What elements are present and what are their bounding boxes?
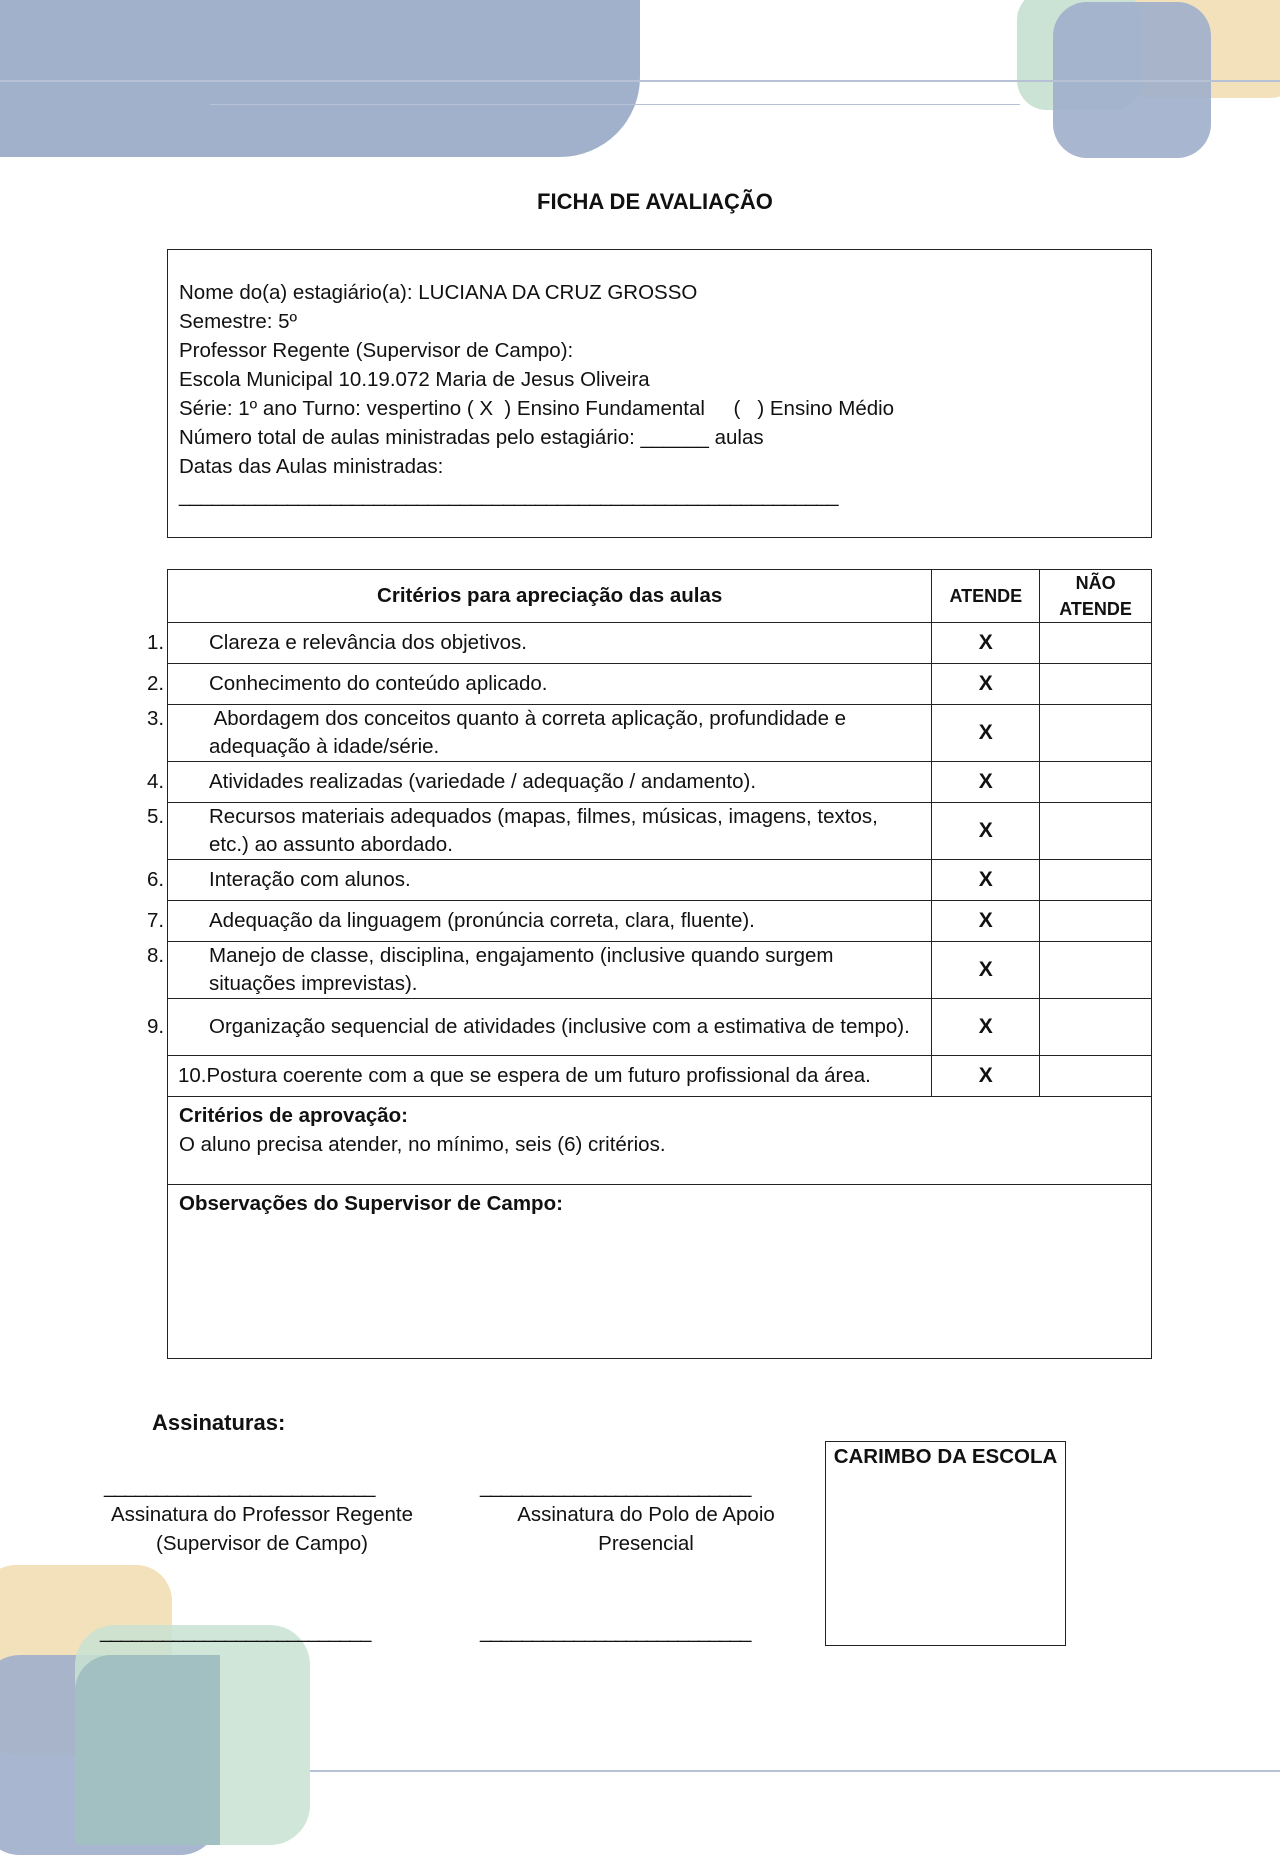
- info-student-name: Nome do(a) estagiário(a): LUCIANA DA CRUZ GROSSO: [179, 281, 698, 304]
- criterion-text: [147, 762, 932, 803]
- criterion-text: [147, 999, 932, 1056]
- table-row: [168, 762, 1152, 803]
- meets-checkbox[interactable]: X: [932, 623, 1040, 664]
- student-info-box: [167, 249, 1152, 538]
- criterion-number: 2.: [147, 672, 165, 695]
- criterion-text: [147, 803, 932, 860]
- observations-title: Observações do Supervisor de Campo:: [179, 1192, 563, 1215]
- criterion-number: 10.: [178, 1064, 207, 1087]
- meets-checkbox[interactable]: X: [932, 762, 1040, 803]
- criteria-table: [147, 569, 1152, 1359]
- page-title: FICHA DE AVALIAÇÃO: [537, 189, 773, 214]
- meets-checkbox[interactable]: X: [932, 999, 1040, 1056]
- polo-caption-line2: Presencial: [598, 1532, 694, 1555]
- info-semester: Semestre: 5º: [179, 310, 298, 333]
- meets-checkbox[interactable]: X: [932, 705, 1040, 762]
- extra-signature-line-right[interactable]: __________________________: [480, 1620, 751, 1643]
- table-row: [168, 1056, 1152, 1097]
- criterion-number: 8.: [147, 944, 165, 967]
- info-lesson-dates: Datas das Aulas ministradas:: [179, 455, 444, 478]
- info-school: Escola Municipal 10.19.072 Maria de Jesus Oliveira: [179, 368, 650, 391]
- table-row: [168, 999, 1152, 1056]
- meets-checkbox[interactable]: X: [932, 1056, 1040, 1097]
- stamp-label: CARIMBO DA ESCOLA: [833, 1445, 1058, 1468]
- decor-shape-teal-bottom-left: [75, 1655, 220, 1845]
- table-row: [168, 623, 1152, 664]
- info-supervisor: Professor Regente (Supervisor de Campo):: [179, 339, 574, 362]
- approval-criteria-text: O aluno precisa atender, no mínimo, seis (6) critérios.: [179, 1133, 666, 1156]
- not-meets-checkbox[interactable]: [1040, 860, 1152, 901]
- signatures-title: Assinaturas:: [152, 1410, 286, 1435]
- decor-line-top-secondary: [210, 104, 1020, 105]
- criterion-text: [147, 942, 932, 999]
- info-grade-shift: Série: 1º ano Turno: vespertino ( X ) Ensino Fundamental ( ) Ensino Médio: [179, 397, 895, 420]
- meets-checkbox[interactable]: X: [932, 664, 1040, 705]
- approval-criteria-row: [168, 1097, 1152, 1185]
- meets-checkbox[interactable]: X: [932, 901, 1040, 942]
- criterion-number: 5.: [147, 805, 165, 828]
- approval-criteria-title: Critérios de aprovação:: [179, 1104, 408, 1127]
- criterion-number: 6.: [147, 868, 165, 891]
- not-meets-checkbox[interactable]: [1040, 705, 1152, 762]
- table-row: [168, 860, 1152, 901]
- meets-checkbox[interactable]: X: [932, 803, 1040, 860]
- header-not-meets-line1: NÃO: [1075, 573, 1116, 593]
- criterion-number: 7.: [147, 909, 165, 932]
- criterion-label: Clareza e relevância dos objetivos.: [209, 631, 527, 654]
- observations-field[interactable]: [168, 1185, 1152, 1359]
- criterion-label: Postura coerente com a que se espera de um futuro profissional da área.: [206, 1064, 871, 1087]
- meets-checkbox[interactable]: X: [932, 942, 1040, 999]
- table-row: [168, 803, 1152, 860]
- school-stamp-box: [825, 1441, 1066, 1646]
- decor-line-bottom: [310, 1770, 1280, 1772]
- criterion-text: [147, 705, 932, 762]
- criterion-label: Manejo de classe, disciplina, engajamento (inclusive quando surgem situações imprevistas).: [209, 944, 834, 995]
- header-meets: ATENDE: [932, 570, 1040, 623]
- header-not-meets-line2: ATENDE: [1059, 599, 1132, 619]
- polo-caption-line1: Assinatura do Polo de Apoio: [517, 1503, 775, 1526]
- criterion-text: [147, 623, 932, 664]
- teacher-caption-line2: (Supervisor de Campo): [156, 1532, 368, 1555]
- decor-shape-blue-top-left: [0, 0, 640, 157]
- polo-signature-caption: [476, 1500, 816, 1558]
- meets-checkbox[interactable]: X: [932, 860, 1040, 901]
- info-total-lessons: Número total de aulas ministradas pelo estagiário: ______ aulas: [179, 426, 764, 449]
- criterion-label: Adequação da linguagem (pronúncia correta, clara, fluente).: [209, 909, 755, 932]
- not-meets-checkbox[interactable]: [1040, 1056, 1152, 1097]
- criterion-number: 3.: [147, 707, 165, 730]
- decor-line-top: [0, 80, 1280, 82]
- table-header-row: [168, 570, 1152, 623]
- teacher-caption-line1: Assinatura do Professor Regente: [111, 1503, 413, 1526]
- extra-signature-line-left[interactable]: __________________________: [100, 1620, 371, 1643]
- approval-criteria-cell: [168, 1097, 1152, 1185]
- not-meets-checkbox[interactable]: [1040, 999, 1152, 1056]
- polo-signature-line[interactable]: __________________________: [480, 1475, 751, 1498]
- header-criteria: Critérios para apreciação das aulas: [168, 570, 932, 623]
- criterion-label: Organização sequencial de atividades (inclusive com a estimativa de tempo).: [209, 1015, 910, 1038]
- criterion-label: Abordagem dos conceitos quanto à correta aplicação, profundidade e adequação à idade/série.: [209, 707, 847, 758]
- not-meets-checkbox[interactable]: [1040, 623, 1152, 664]
- criterion-number: 4.: [147, 770, 165, 793]
- criterion-text: [147, 860, 932, 901]
- not-meets-checkbox[interactable]: [1040, 664, 1152, 705]
- criterion-label: Recursos materiais adequados (mapas, filmes, músicas, imagens, textos, etc.) ao assunto abordado.: [209, 805, 878, 856]
- not-meets-checkbox[interactable]: [1040, 803, 1152, 860]
- teacher-signature-line[interactable]: __________________________: [104, 1475, 375, 1498]
- criterion-text: [168, 1056, 932, 1097]
- info-dates-blank-line: _____________________________________________________________: [179, 484, 838, 507]
- table-row: [168, 942, 1152, 999]
- table-row: [168, 705, 1152, 762]
- criterion-text: [147, 901, 932, 942]
- not-meets-checkbox[interactable]: [1040, 901, 1152, 942]
- table-row: [168, 664, 1152, 705]
- criterion-text: [147, 664, 932, 705]
- header-not-meets: [1040, 570, 1152, 623]
- criterion-number: 9.: [147, 1015, 165, 1038]
- table-row: [168, 901, 1152, 942]
- criterion-label: Interação com alunos.: [209, 868, 411, 891]
- criterion-number: 1.: [147, 631, 165, 654]
- criterion-label: Conhecimento do conteúdo aplicado.: [209, 672, 548, 695]
- observations-row: [168, 1185, 1152, 1359]
- teacher-signature-caption: [92, 1500, 432, 1558]
- not-meets-checkbox[interactable]: [1040, 762, 1152, 803]
- not-meets-checkbox[interactable]: [1040, 942, 1152, 999]
- criterion-label: Atividades realizadas (variedade / adequação / andamento).: [209, 770, 757, 793]
